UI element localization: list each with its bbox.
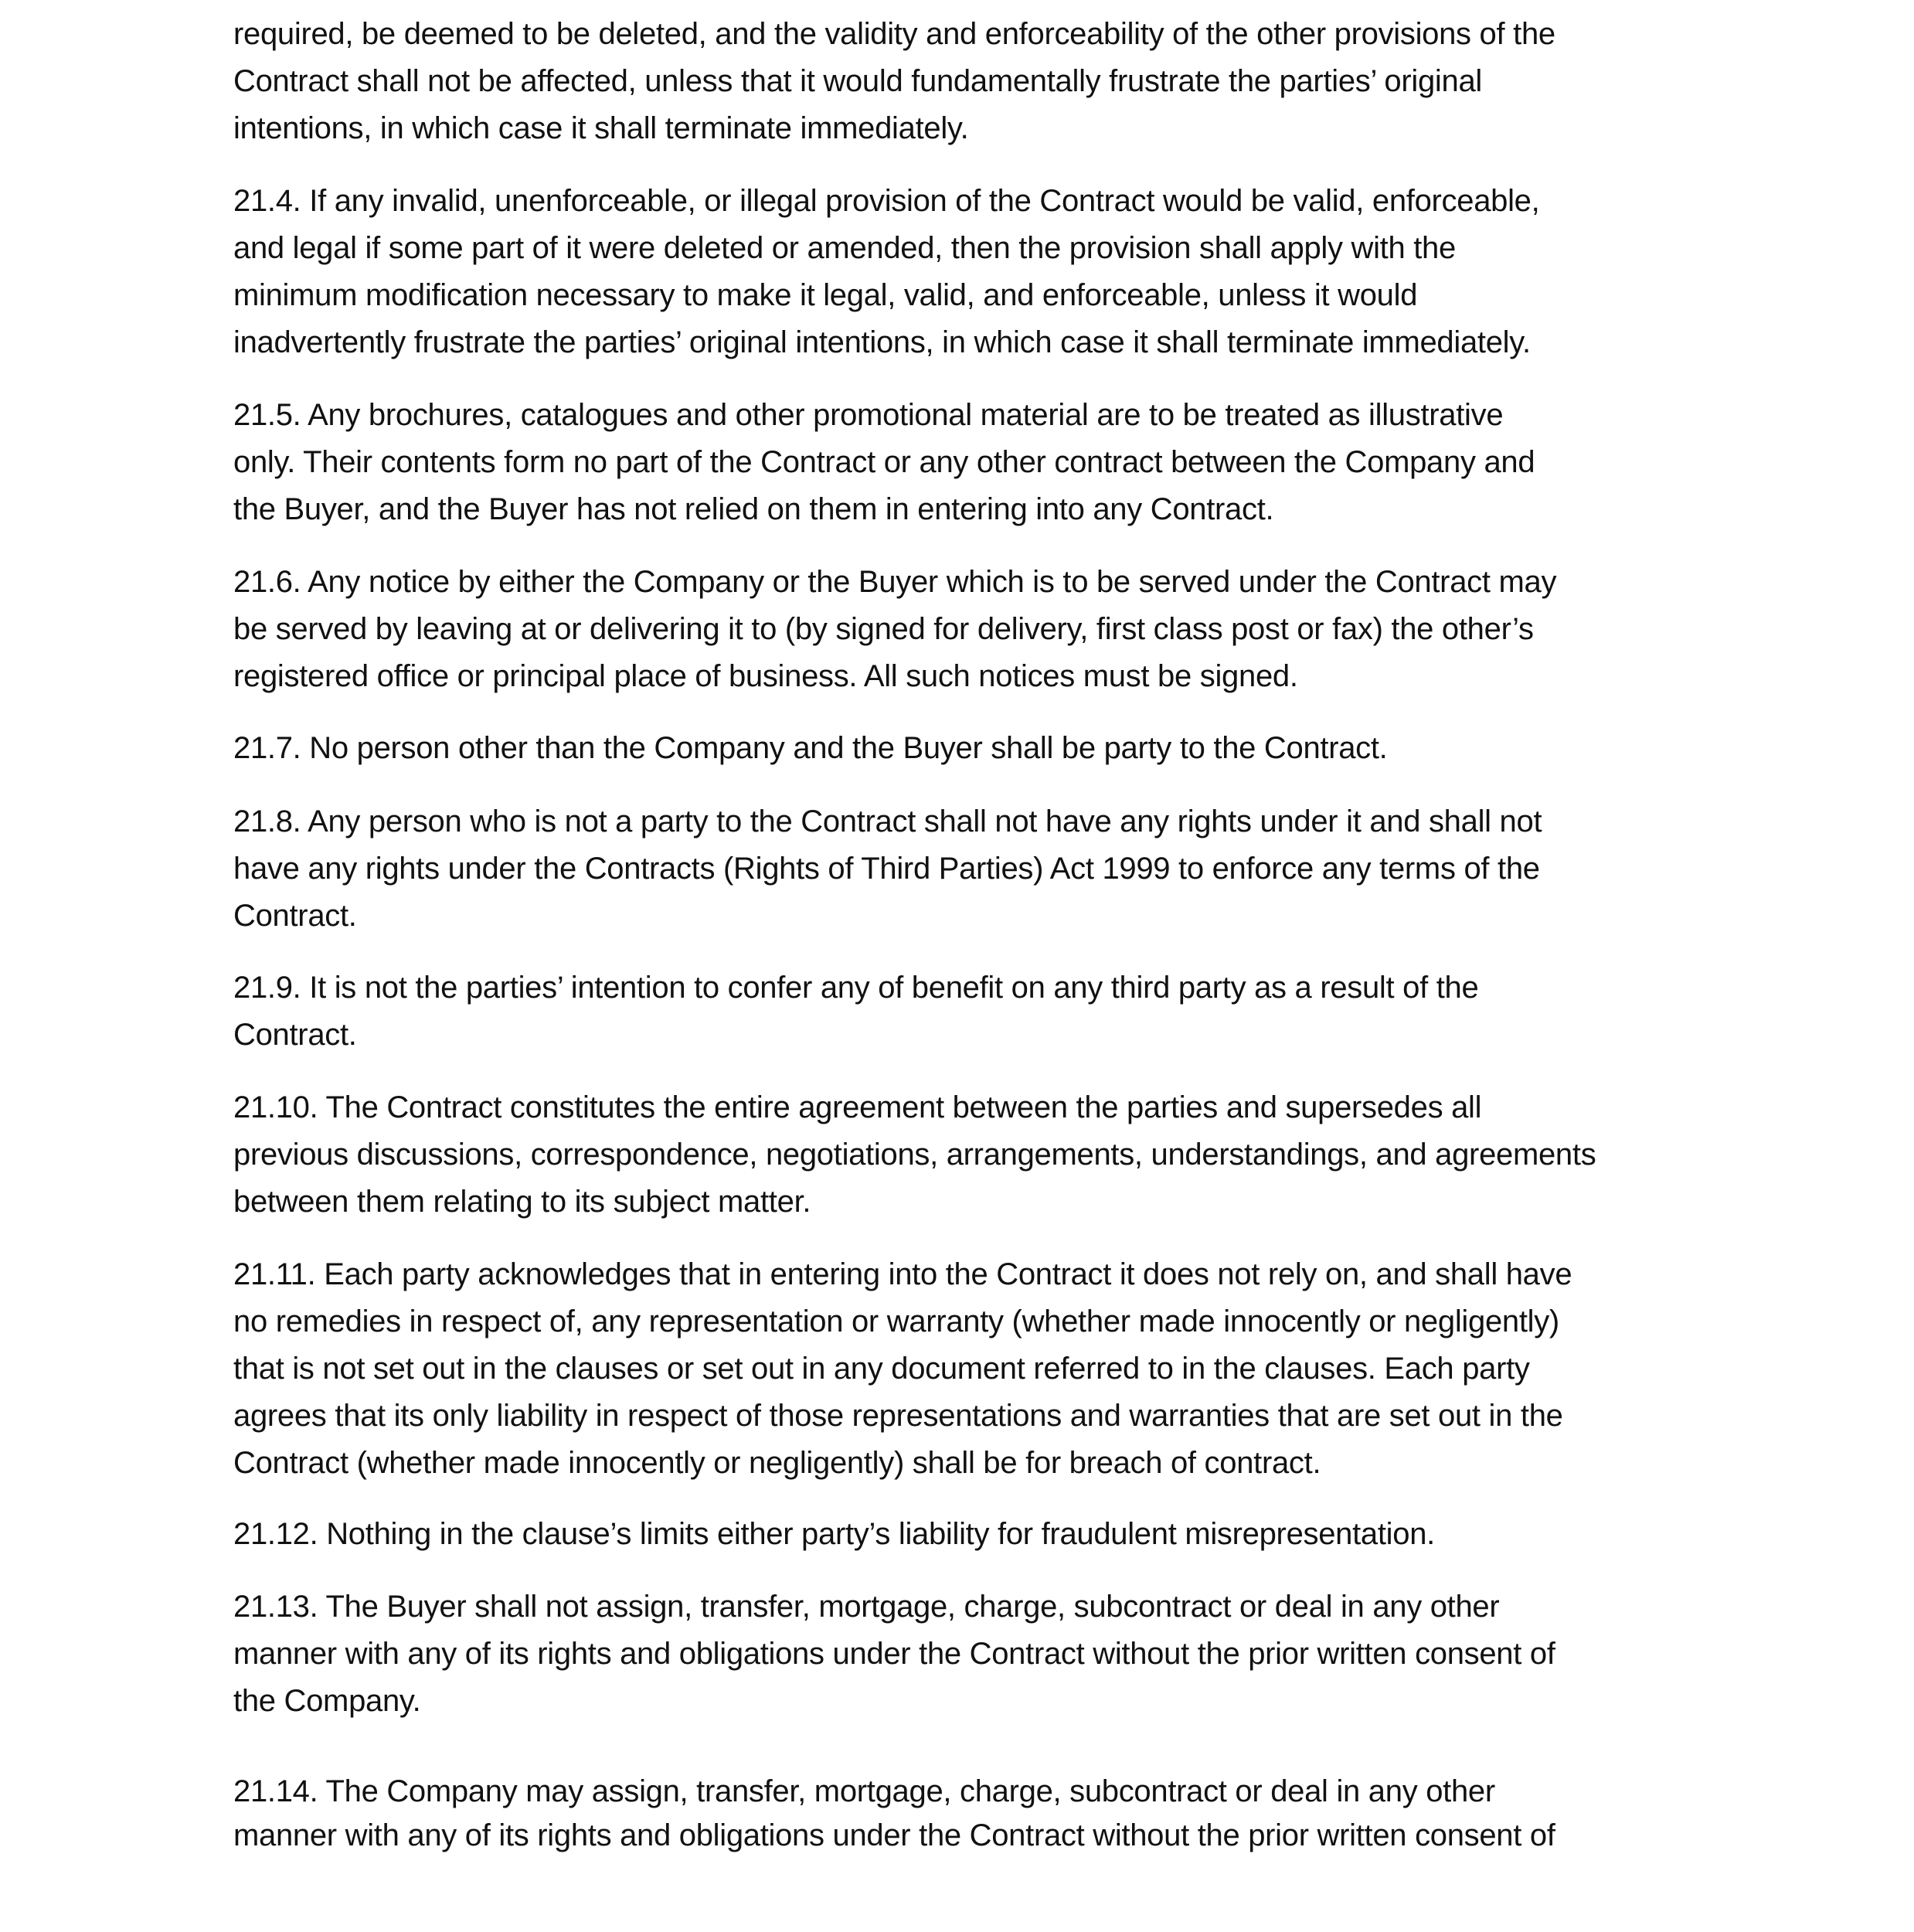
clause-21-11 <box>233 1251 1705 1487</box>
clause-text: 21.12. Nothing in the clause’s limits either party’s liability for fraudulent misrepresentation. <box>233 1517 1435 1551</box>
clause-text: required, be deemed to be deleted, and the validity and enforceability of the other provisions of the Contract shall not be affected, unless that it would fundamentally frustrate the parties’ original intentions, in which case it shall terminate immediately. <box>233 17 1555 145</box>
clause-21-7 <box>233 725 1705 772</box>
clause-text: 21.11. Each party acknowledges that in entering into the Contract it does not rely on, and shall have no remedies in respect of, any representation or warranty (whether made innocently or negligently) that is not set out in the clauses or set out in any document referred to in the clauses. Each party agrees that its only liability in respect of those representations and warranties that are set out in the Contract (whether made innocently or negligently) shall be for breach of contract. <box>233 1257 1572 1480</box>
clause-21-9 <box>233 964 1705 1059</box>
clause-text: 21.4. If any invalid, unenforceable, or illegal provision of the Contract would be valid, enforceable, and legal if some part of it were deleted or amended, then the provision shall apply with the minimum modification necessary to make it legal, valid, and enforceable, unless it would inadvertently frustrate the parties’ original intentions, in which case it shall terminate immediately. <box>233 184 1540 359</box>
clause-text: 21.8. Any person who is not a party to the Contract shall not have any rights under it and shall not have any rights under the Contracts (Rights of Third Parties) Act 1999 to enforce any terms of the Contract. <box>233 804 1542 933</box>
clause-21-13 <box>233 1583 1705 1725</box>
clause-21-10 <box>233 1084 1705 1226</box>
clause-text: 21.7. No person other than the Company and the Buyer shall be party to the Contract. <box>233 731 1388 765</box>
clause-text: 21.10. The Contract constitutes the entire agreement between the parties and supersedes all previous discussions, correspondence, negotiations, arrangements, understandings, and agreements between them relating to its subject matter. <box>233 1090 1596 1219</box>
clause-21-6 <box>233 559 1705 700</box>
clause-text: 21.5. Any brochures, catalogues and other promotional material are to be treated as illustrative only. Their contents form no part of the Contract or any other contract between the Company and the Buyer, and the Buyer has not relied on them in entering into any Contract. <box>233 398 1535 526</box>
clause-21-5 <box>233 392 1705 533</box>
clause-21-4 <box>233 178 1705 366</box>
clause-21-14 <box>233 1770 1705 1858</box>
clause-21-8 <box>233 798 1705 940</box>
clause-text: 21.14. The Company may assign, transfer, mortgage, charge, subcontract or deal in any other manner with any of its rights and obligations under the Contract without the prior written consent of <box>233 1774 1555 1852</box>
clause-text: 21.6. Any notice by either the Company or the Buyer which is to be served under the Contract may be served by leaving at or delivering it to (by signed for delivery, first class post or fax) the other’s registered office or principal place of business. All such notices must be signed. <box>233 565 1557 693</box>
clause-text: 21.13. The Buyer shall not assign, transfer, mortgage, charge, subcontract or deal in any other manner with any of its rights and obligations under the Contract without the prior written consent of the Company. <box>233 1590 1555 1718</box>
clause-21-12 <box>233 1511 1705 1558</box>
clause-text: 21.9. It is not the parties’ intention to confer any of benefit on any third party as a result of the Contract. <box>233 971 1479 1052</box>
clause-21-3-continued <box>233 11 1705 152</box>
